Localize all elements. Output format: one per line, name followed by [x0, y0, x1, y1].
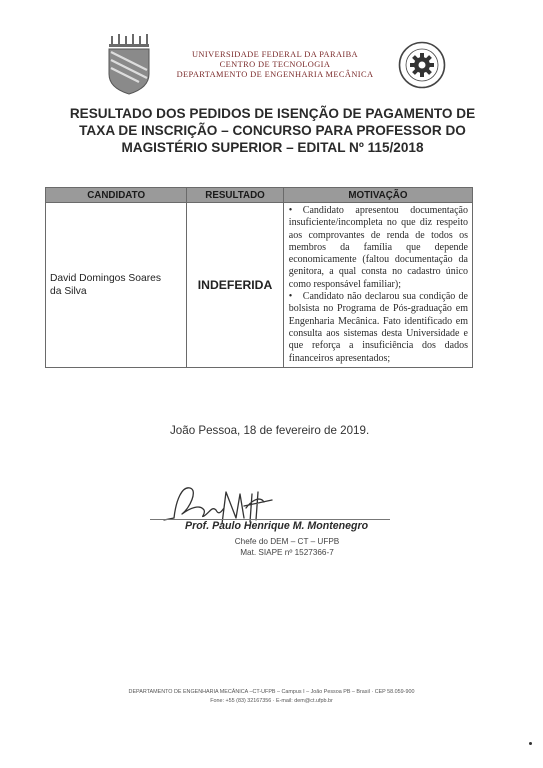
ufpb-logo [105, 34, 153, 96]
header-motivacao: MOTIVAÇÃO [283, 188, 472, 203]
candidate-name-line-2: da Silva [50, 285, 87, 297]
scan-speck [529, 742, 532, 745]
results-table [45, 187, 473, 368]
reason-cell [283, 203, 472, 368]
reason-text-1: Candidato apresentou documentação insuficiente/incompleta no que diz respeito aos comprovantes de renda de todos os membros da família que depende economicamente (faltou documentação da genitora, a qual consta no cadastro único como responsável familiar); [288, 205, 468, 290]
header-resultado: RESULTADO [187, 188, 284, 203]
department-name: DEPARTAMENTO DE ENGENHARIA MECÂNICA [176, 70, 374, 79]
header-candidato: CANDIDATO [46, 188, 187, 203]
signer-name: Prof. Paulo Henrique M. Montenegro [185, 520, 369, 532]
table-header-row [46, 188, 473, 203]
reason-item-2 [289, 291, 468, 365]
footer-contact: Fone: +55 (83) 32167356 · E-mail: dem@ct.ufpb.br [210, 697, 333, 704]
institution-header [165, 50, 385, 80]
bullet-icon: • [288, 291, 293, 303]
dem-gear-logo [398, 41, 446, 89]
university-name: UNIVERSIDADE FEDERAL DA PARAIBA [191, 50, 359, 59]
reason-text-2: Candidato não declarou sua condição de bolsista no Programa de Pós-graduação em Engenharia Mecânica. Fato identificado em consulta aos sistemas desta Universidade e que reforça a insuficiência dos dados financeiros apresentados; [288, 291, 468, 364]
title-line-3: MAGISTÉRIO SUPERIOR – EDITAL Nº 115/2018 [121, 140, 424, 155]
bullet-icon: • [288, 205, 293, 216]
footer-address: DEPARTAMENTO DE ENGENHARIA MECÂNICA –CT-UFPB – Campus I – João Pessoa PB – Brasil · CEP 58.059-900 [128, 689, 415, 695]
document-title [60, 105, 485, 156]
signer-role: Chefe do DEM – CT – UFPB [234, 537, 340, 546]
candidate-cell [46, 203, 187, 368]
result-cell: INDEFERIDA [187, 203, 284, 368]
title-line-1: RESULTADO DOS PEDIDOS DE ISENÇÃO DE PAGAMENTO DE [69, 106, 476, 121]
signer-info [222, 536, 352, 558]
reason-item-1 [289, 205, 468, 291]
title-line-2: TAXA DE INSCRIÇÃO – CONCURSO PARA PROFESSOR DO [79, 123, 466, 138]
table-row [46, 203, 473, 368]
center-name: CENTRO DE TECNOLOGIA [219, 60, 331, 69]
candidate-name-line-1: David Domingos Soares [50, 272, 162, 284]
page-footer [50, 688, 493, 705]
date-line: João Pessoa, 18 de fevereiro de 2019. [170, 424, 370, 437]
signer-registration: Mat. SIAPE nº 1527366-7 [240, 548, 334, 557]
